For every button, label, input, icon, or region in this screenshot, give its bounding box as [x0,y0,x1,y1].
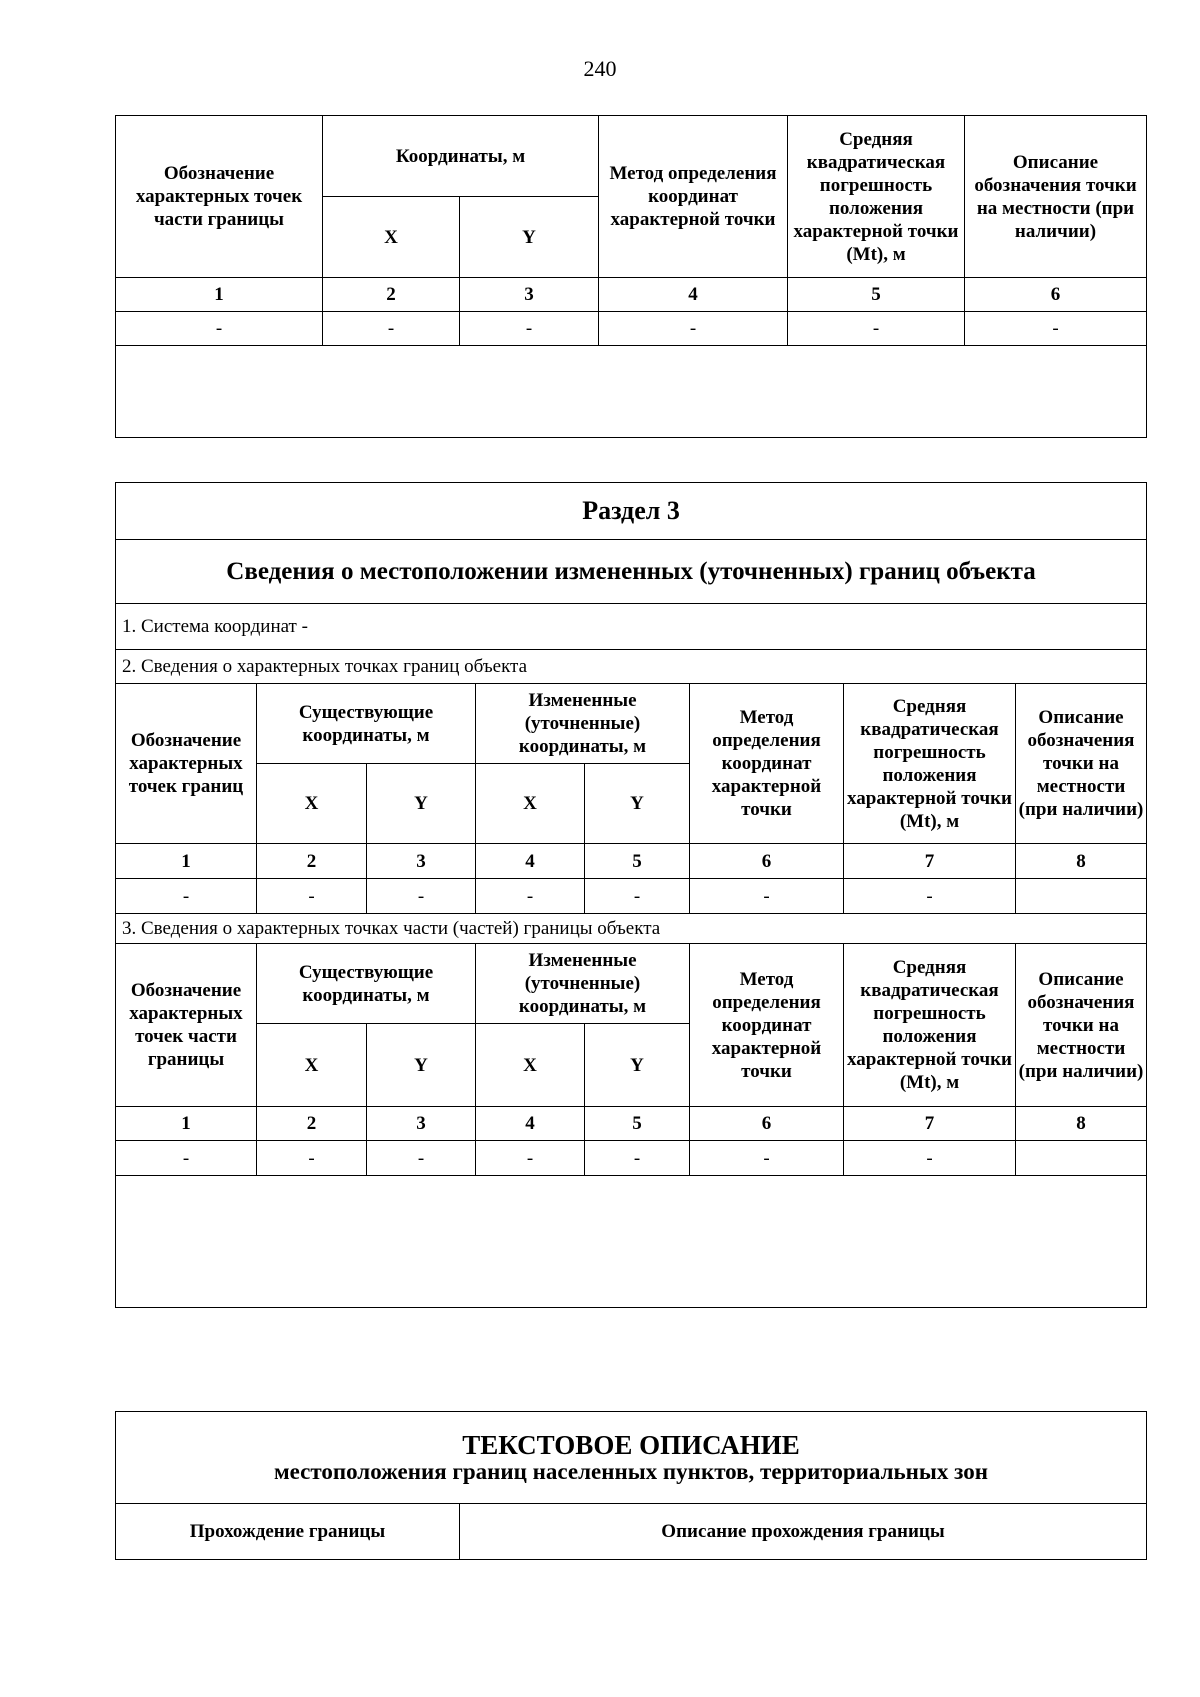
column-number: 5 [585,1107,690,1141]
x-header: X [476,1024,585,1107]
column-number: 1 [116,844,257,879]
column-number: 5 [788,278,965,312]
table-cell: - [476,879,585,914]
column-number: 3 [460,278,599,312]
method-header: Метод определения координат характерной точки [599,116,788,278]
changed-coordinates-header: Измененные (уточненные) координаты, м [476,944,690,1024]
table-cell: - [323,312,460,346]
y-header: Y [585,764,690,844]
method-header: Метод определения координат характерной точки [690,684,844,844]
table-cell: - [257,879,367,914]
column-number: 6 [690,844,844,879]
table-cell: - [844,1141,1016,1176]
table-cell: - [116,312,323,346]
y-header: Y [367,764,476,844]
table-cell: - [460,312,599,346]
y-header: Y [585,1024,690,1107]
part-boundary-points-label: 3. Сведения о характерных точках части (частей) границы объекта [116,914,1147,944]
description-header: Описание обозначения точки на местности (при наличии) [1016,944,1147,1107]
table-cell: - [690,1141,844,1176]
designation-header: Обозначение характерных точек части границы [116,116,323,278]
column-number: 5 [585,844,690,879]
section-subtitle: Сведения о местоположении измененных (уточненных) границ объекта [116,540,1147,604]
column-number: 2 [257,844,367,879]
column-number: 2 [323,278,460,312]
designation-header: Обозначение характерных точек границ [116,684,257,844]
table-cell: - [257,1141,367,1176]
column-number: 6 [690,1107,844,1141]
boundary-passage-header: Прохождение границы [116,1504,460,1560]
column-number: 7 [844,1107,1016,1141]
existing-coordinates-header: Существующие координаты, м [257,944,476,1024]
table-cell [1016,1141,1147,1176]
column-number: 4 [476,1107,585,1141]
column-number: 4 [476,844,585,879]
description-header: Описание обозначения точки на местности (при наличии) [965,116,1147,278]
column-number: 3 [367,1107,476,1141]
table-cell: - [599,312,788,346]
section-3-table [115,482,1147,1308]
table-cell: - [965,312,1147,346]
blank-area [116,346,1147,438]
table-cell: - [116,1141,257,1176]
changed-coordinates-header: Измененные (уточненные) координаты, м [476,684,690,764]
y-header: Y [367,1024,476,1107]
error-header: Средняя квадратическая погрешность положения характерной точки (Mt), м [844,944,1016,1107]
column-number: 4 [599,278,788,312]
description-header: Описание обозначения точки на местности (при наличии) [1016,684,1147,844]
table-cell: - [844,879,1016,914]
text-description-subtitle: местоположения границ населенных пунктов, территориальных зон [274,1459,988,1484]
column-number: 8 [1016,1107,1147,1141]
method-header: Метод определения координат характерной точки [690,944,844,1107]
table-cell: - [116,879,257,914]
x-header: X [257,1024,367,1107]
x-header: X [476,764,585,844]
table-cell [1016,879,1147,914]
coordinates-header: Координаты, м [323,116,599,197]
part-boundary-points-table [115,115,1147,438]
column-number: 6 [965,278,1147,312]
column-number: 8 [1016,844,1147,879]
text-description-heading [116,1412,1147,1504]
column-number: 1 [116,1107,257,1141]
column-number: 3 [367,844,476,879]
boundary-points-label: 2. Сведения о характерных точках границ объекта [116,650,1147,684]
column-number: 7 [844,844,1016,879]
error-header: Средняя квадратическая погрешность положения характерной точки (Mt), м [844,684,1016,844]
blank-area [116,1176,1147,1308]
coordinate-system-line: 1. Система координат - [116,604,1147,650]
designation-header: Обозначение характерных точек части границы [116,944,257,1107]
table-cell: - [367,1141,476,1176]
table-cell: - [585,1141,690,1176]
existing-coordinates-header: Существующие координаты, м [257,684,476,764]
x-header: X [323,197,460,278]
column-number: 2 [257,1107,367,1141]
table-cell: - [690,879,844,914]
table-cell: - [367,879,476,914]
column-number: 1 [116,278,323,312]
table-cell: - [788,312,965,346]
y-header: Y [460,197,599,278]
page-number: 240 [583,56,617,81]
error-header: Средняя квадратическая погрешность положения характерной точки (Mt), м [788,116,965,278]
table-cell: - [476,1141,585,1176]
table-cell: - [585,879,690,914]
boundary-passage-description-header: Описание прохождения границы [460,1504,1147,1560]
text-description-table [115,1411,1147,1560]
text-description-title: ТЕКСТОВОЕ ОПИСАНИЕ [462,1430,800,1460]
section-title: Раздел 3 [116,483,1147,540]
x-header: X [257,764,367,844]
